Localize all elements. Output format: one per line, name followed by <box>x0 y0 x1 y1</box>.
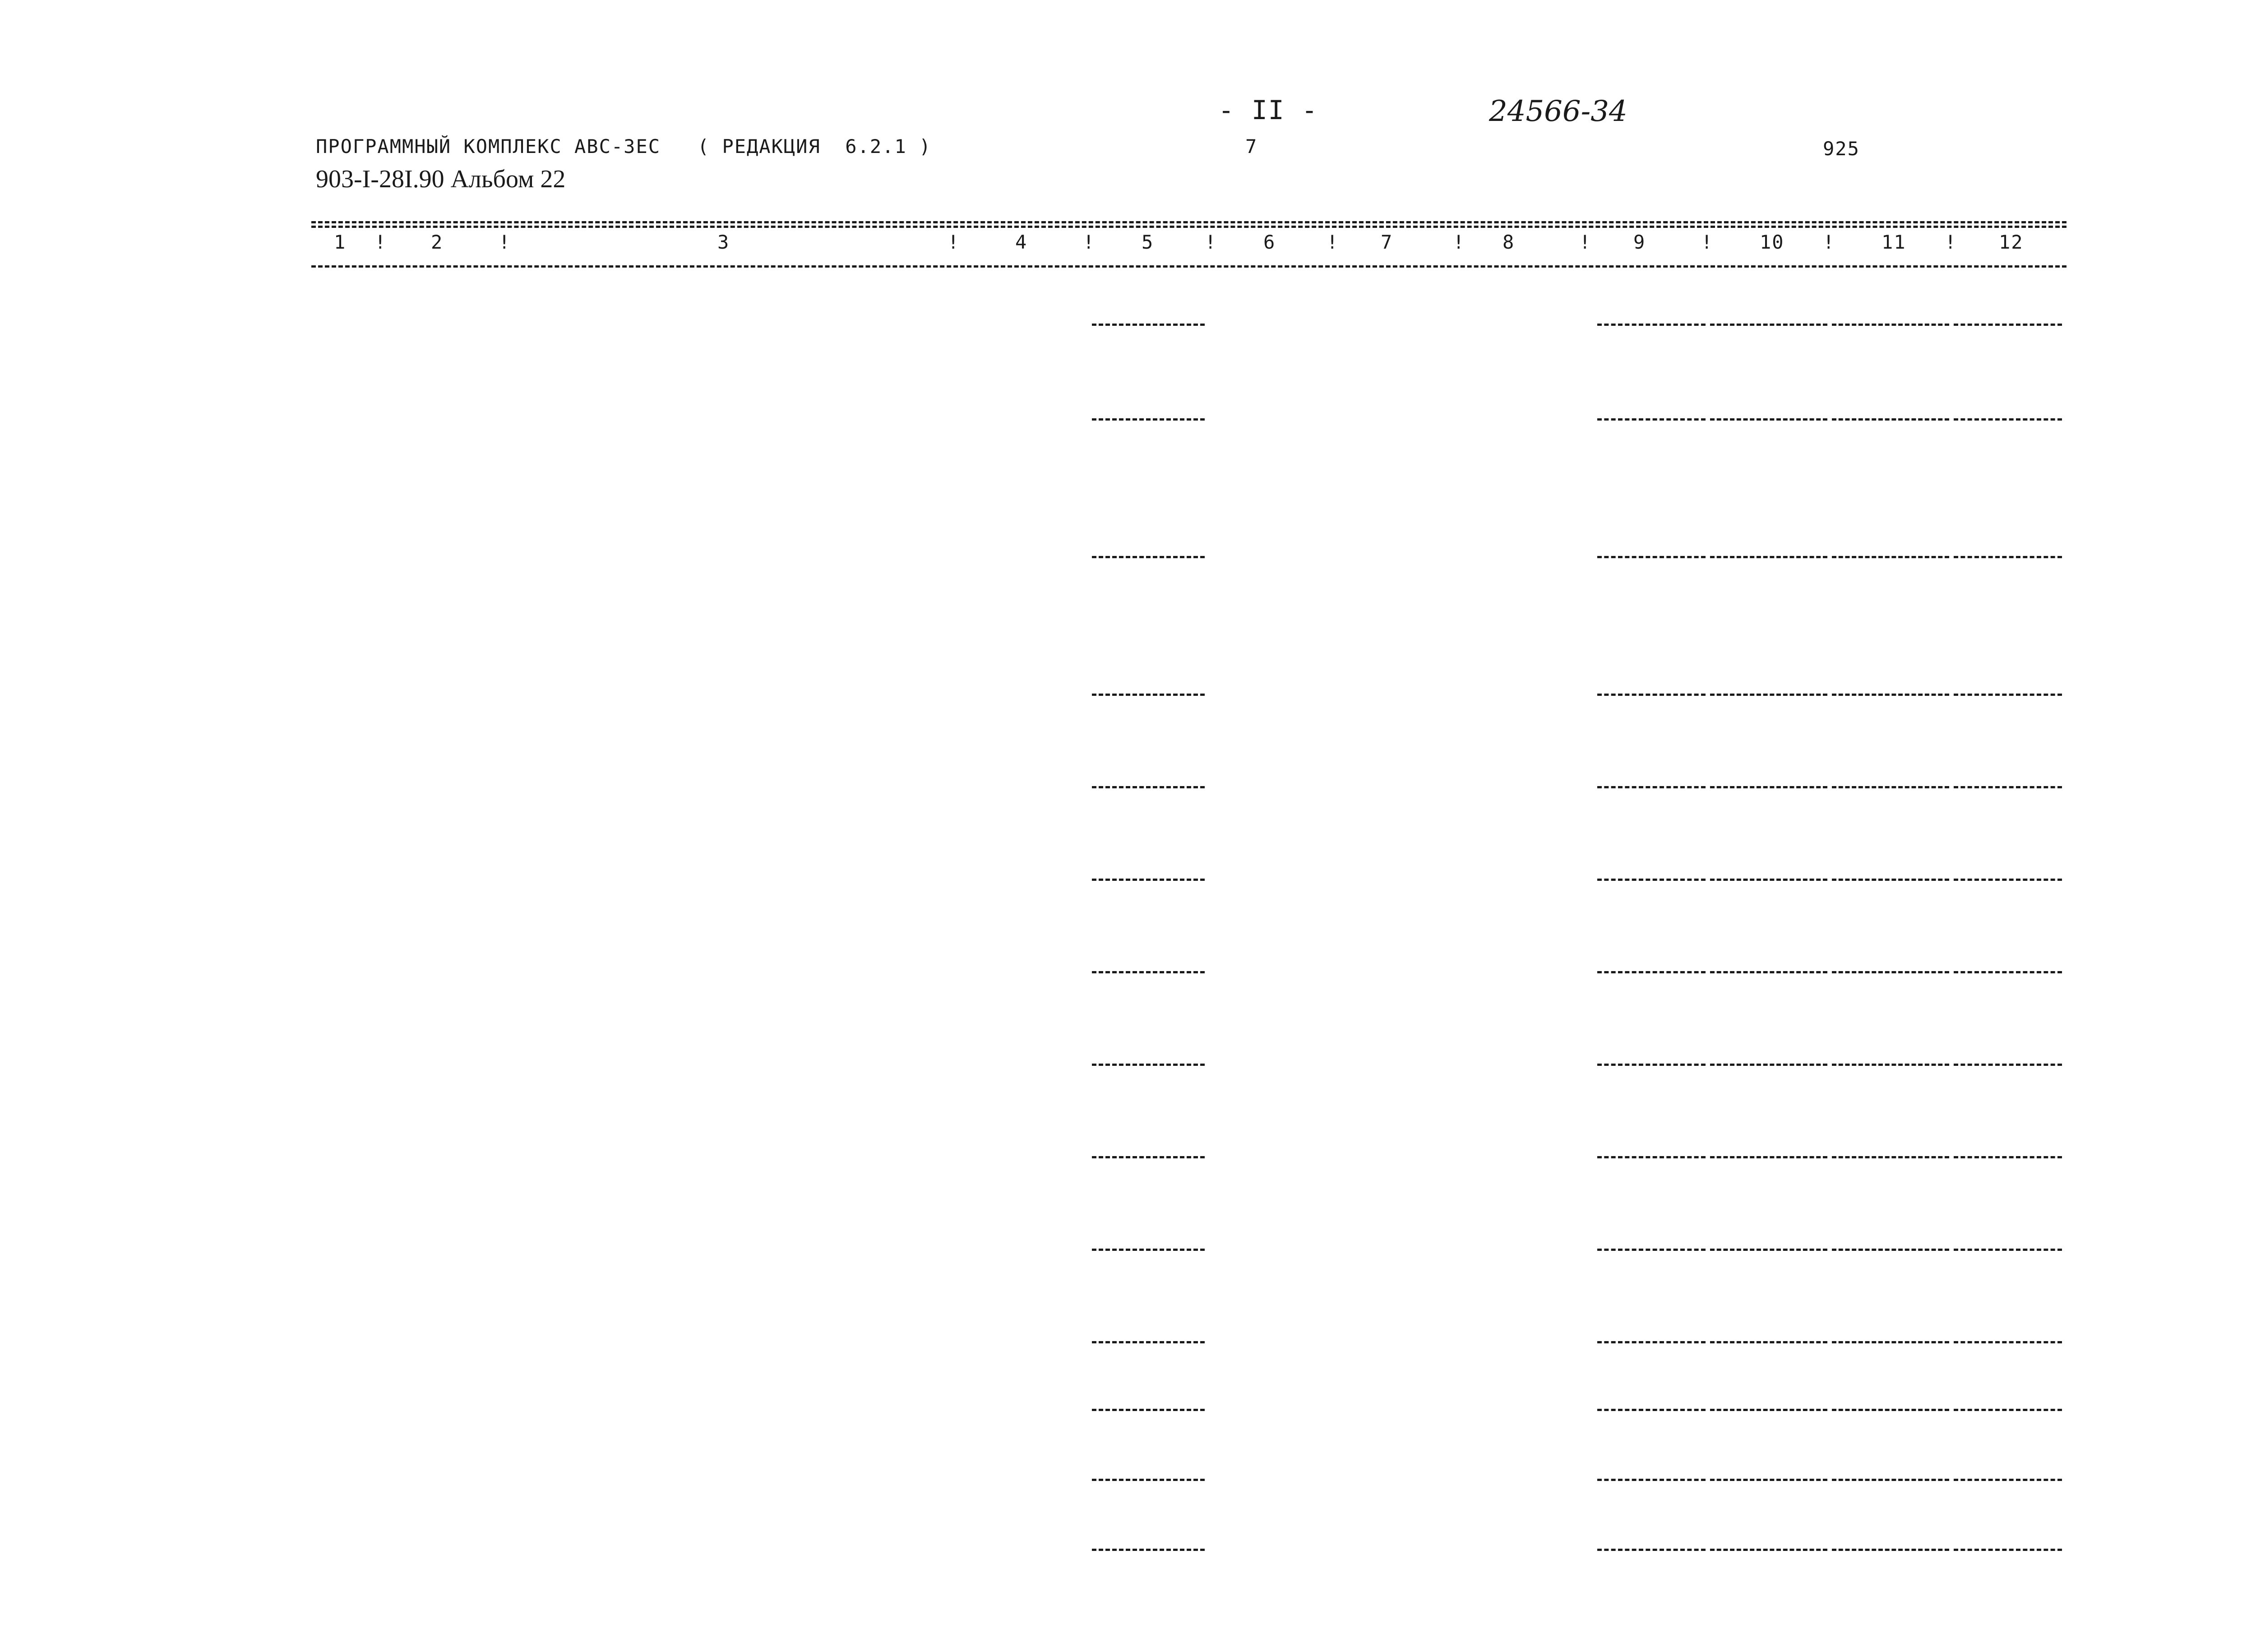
fraction-line <box>1710 1156 1827 1158</box>
fraction-line <box>1710 1479 1827 1481</box>
fraction-line <box>1710 879 1827 881</box>
fraction-line <box>1832 1409 1949 1411</box>
fraction-line <box>1832 1249 1949 1251</box>
fraction-line <box>1597 1249 1706 1251</box>
fraction-line <box>1954 971 2062 973</box>
fraction-line <box>1954 786 2062 788</box>
column-header-1: 1 <box>334 231 347 253</box>
column-separator: ! <box>499 231 511 253</box>
program-line: ПРОГРАММНЫЙ КОМПЛЕКС АВС-3ЕС ( РЕДАКЦИЯ 6.2.1 ) <box>316 135 932 157</box>
column-separator: ! <box>948 231 960 253</box>
column-header-3: 3 <box>717 231 730 253</box>
fraction-line <box>1954 1064 2062 1066</box>
fraction-line <box>1832 1341 1949 1343</box>
fraction-line <box>1954 556 2062 558</box>
fraction-line <box>1710 1409 1827 1411</box>
fraction-line <box>1710 786 1827 788</box>
column-separator: ! <box>1453 231 1465 253</box>
header-rule-top <box>311 221 2066 223</box>
column-header-5: 5 <box>1142 231 1154 253</box>
fraction-line <box>1092 1156 1205 1158</box>
handwritten-document-code: 24566-34 <box>1489 95 1627 128</box>
page-small-number: 7 <box>1245 135 1258 157</box>
fraction-line <box>1597 324 1706 326</box>
fraction-line <box>1597 1549 1706 1551</box>
fraction-line <box>1597 1479 1706 1481</box>
column-header-12: 12 <box>1999 231 2024 253</box>
column-header-2: 2 <box>431 231 444 253</box>
fraction-line <box>1710 1249 1827 1251</box>
column-header-10: 10 <box>1760 231 1784 253</box>
fraction-line <box>1092 556 1205 558</box>
column-header-11: 11 <box>1882 231 1906 253</box>
fraction-line <box>1710 1341 1827 1343</box>
fraction-line <box>1954 1409 2062 1411</box>
column-header-9: 9 <box>1633 231 1646 253</box>
fraction-line <box>1092 1409 1205 1411</box>
column-separator: ! <box>1945 231 1957 253</box>
fraction-line <box>1092 879 1205 881</box>
fraction-line <box>1832 694 1949 696</box>
header-rule-bottom <box>311 265 2066 268</box>
column-header-6: 6 <box>1263 231 1276 253</box>
column-separator: ! <box>1823 231 1835 253</box>
column-separator: ! <box>1327 231 1339 253</box>
column-header-8: 8 <box>1502 231 1515 253</box>
fraction-line <box>1954 418 2062 421</box>
fraction-line <box>1092 1479 1205 1481</box>
fraction-line <box>1092 971 1205 973</box>
fraction-line <box>1597 1341 1706 1343</box>
fraction-line <box>1832 1479 1949 1481</box>
column-separator: ! <box>1205 231 1217 253</box>
fraction-line <box>1954 324 2062 326</box>
fraction-line <box>1092 694 1205 696</box>
fraction-line <box>1092 418 1205 421</box>
page-number-roman: - II - <box>1218 95 1318 125</box>
fraction-line <box>1092 1341 1205 1343</box>
header-rule-top-2 <box>311 226 2066 228</box>
fraction-line <box>1092 324 1205 326</box>
column-separator: ! <box>374 231 387 253</box>
fraction-line <box>1710 324 1827 326</box>
fraction-line <box>1710 694 1827 696</box>
fraction-line <box>1597 1409 1706 1411</box>
fraction-line <box>1954 1341 2062 1343</box>
fraction-line <box>1597 694 1706 696</box>
column-header-4: 4 <box>1015 231 1028 253</box>
fraction-line <box>1832 418 1949 421</box>
fraction-line <box>1832 879 1949 881</box>
album-title: 903-I-28I.90 Альбом 22 <box>316 165 566 193</box>
fraction-line <box>1597 1064 1706 1066</box>
column-header-7: 7 <box>1381 231 1393 253</box>
fraction-line <box>1092 1549 1205 1551</box>
fraction-line <box>1832 1064 1949 1066</box>
fraction-line <box>1832 786 1949 788</box>
fraction-line <box>1954 1249 2062 1251</box>
fraction-line <box>1954 694 2062 696</box>
column-separator: ! <box>1083 231 1096 253</box>
fraction-line <box>1092 1064 1205 1066</box>
fraction-line <box>1597 1156 1706 1158</box>
fraction-line <box>1832 556 1949 558</box>
fraction-line <box>1832 1156 1949 1158</box>
fraction-line <box>1092 786 1205 788</box>
fraction-line <box>1710 1064 1827 1066</box>
fraction-line <box>1832 971 1949 973</box>
fraction-line <box>1597 556 1706 558</box>
fraction-line <box>1954 1479 2062 1481</box>
fraction-line <box>1954 1156 2062 1158</box>
fraction-line <box>1832 324 1949 326</box>
fraction-line <box>1954 879 2062 881</box>
fraction-line <box>1597 971 1706 973</box>
fraction-line <box>1092 1249 1205 1251</box>
fraction-line <box>1597 786 1706 788</box>
fraction-line <box>1832 1549 1949 1551</box>
fraction-line <box>1597 879 1706 881</box>
fraction-line <box>1954 1549 2062 1551</box>
fraction-line <box>1710 556 1827 558</box>
column-separator: ! <box>1579 231 1592 253</box>
column-separator: ! <box>1701 231 1714 253</box>
page-number-right: 925 <box>1823 138 1860 160</box>
fraction-line <box>1710 971 1827 973</box>
fraction-line <box>1710 1549 1827 1551</box>
fraction-line <box>1597 418 1706 421</box>
fraction-line <box>1710 418 1827 421</box>
